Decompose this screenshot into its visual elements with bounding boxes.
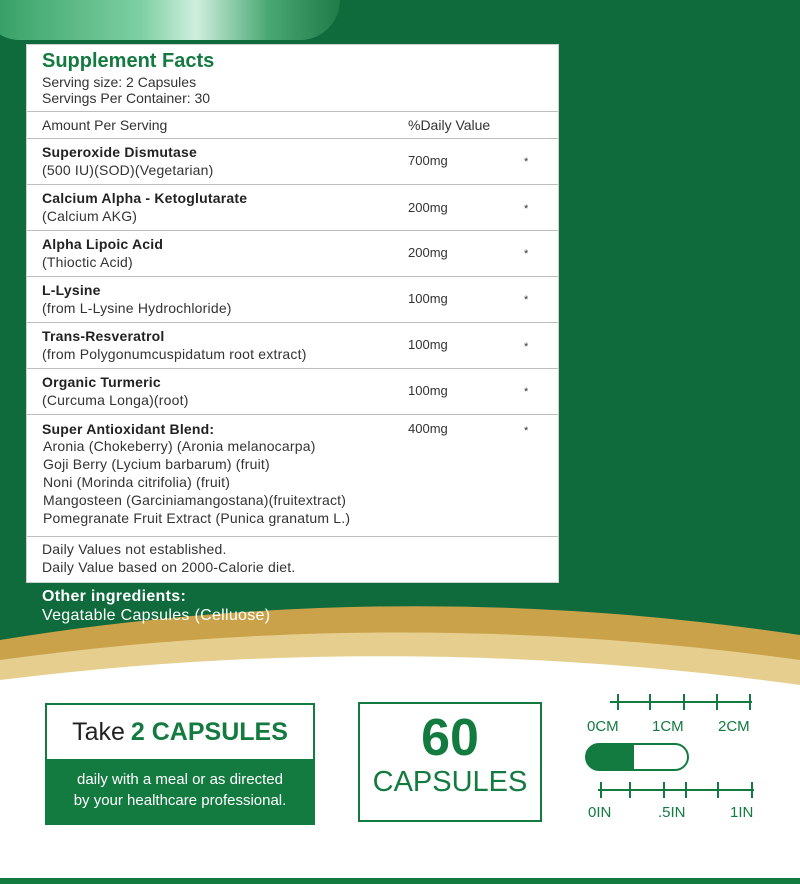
servings-per-container: Servings Per Container: 30 xyxy=(42,90,211,106)
blend-amount: 400mg xyxy=(408,421,448,436)
daily-value-mark: * xyxy=(524,294,529,306)
ingredient-name: Superoxide Dismutase xyxy=(42,144,197,160)
ingredient-amount: 100mg xyxy=(408,291,448,306)
divider xyxy=(27,322,558,323)
ingredient-name: Trans-Resveratrol xyxy=(42,328,165,344)
bottle-bottom-image xyxy=(0,0,340,40)
inch-label: 0IN xyxy=(588,804,612,821)
dosage-instructions xyxy=(47,759,313,823)
divider xyxy=(27,276,558,277)
daily-value-mark: * xyxy=(524,386,529,398)
daily-value-mark: * xyxy=(524,425,529,437)
blend-ingredient: Pomegranate Fruit Extract (Punica granatum L.) xyxy=(43,510,351,526)
ingredient-name: Calcium Alpha - Ketoglutarate xyxy=(42,190,248,206)
capsule-count-number: 60 xyxy=(421,709,479,767)
ingredient-detail: (Curcuma Longa)(root) xyxy=(42,392,189,408)
capsule-count-box xyxy=(358,702,542,822)
blend-name: Super Antioxidant Blend: xyxy=(42,421,215,437)
capsule-size-ruler xyxy=(580,688,780,828)
divider xyxy=(27,184,558,185)
ingredient-name: Alpha Lipoic Acid xyxy=(42,236,164,252)
ingredient-detail: (Calcium AKG) xyxy=(42,208,138,224)
ingredient-detail: (from Polygonumcuspidatum root extract) xyxy=(42,346,307,362)
divider xyxy=(27,138,558,139)
daily-value-mark: * xyxy=(524,341,529,353)
dosage-line: daily with a meal or as directed xyxy=(77,771,283,788)
inch-label: .5IN xyxy=(658,804,686,821)
ingredient-detail: (Thioctic Acid) xyxy=(42,254,133,270)
dosage-headline xyxy=(47,705,313,759)
dosage-line: by your healthcare professional. xyxy=(73,792,287,809)
other-ingredients-heading: Other ingredients: xyxy=(42,588,187,605)
facts-title: Supplement Facts xyxy=(42,50,215,72)
divider xyxy=(27,230,558,231)
inch-label: 1IN xyxy=(730,804,754,821)
divider xyxy=(27,111,558,112)
ingredient-name: L-Lysine xyxy=(42,282,101,298)
bottom-accent-bar xyxy=(0,878,800,884)
blend-ingredient: Noni (Morinda citrifolia) (fruit) xyxy=(43,474,231,490)
divider xyxy=(27,536,558,537)
footnote: Daily Value based on 2000-Calorie diet. xyxy=(42,559,296,575)
inch-scale xyxy=(588,782,754,821)
dosage-prefix: Take xyxy=(72,717,125,746)
dosage-box xyxy=(45,703,315,825)
ingredient-amount: 100mg xyxy=(408,337,448,352)
ingredient-amount: 200mg xyxy=(408,200,448,215)
daily-value-mark: * xyxy=(524,248,529,260)
capsule-icon xyxy=(586,744,688,770)
ingredient-detail: (500 IU)(SOD)(Vegetarian) xyxy=(42,162,214,178)
header-amount: Amount Per Serving xyxy=(42,117,168,133)
cm-scale xyxy=(587,694,752,735)
other-ingredients-value: Vegatable Capsules (Celluose) xyxy=(42,607,271,624)
cm-label: 1CM xyxy=(652,718,684,735)
supplement-facts-panel xyxy=(26,44,559,583)
cm-label: 2CM xyxy=(718,718,750,735)
ingredient-amount: 200mg xyxy=(408,245,448,260)
dosage-count: 2 CAPSULES xyxy=(130,717,288,746)
daily-value-mark: * xyxy=(524,156,529,168)
capsule-count-label: CAPSULES xyxy=(372,766,528,798)
serving-size: Serving size: 2 Capsules xyxy=(42,74,197,90)
header-daily-value: %Daily Value xyxy=(408,117,491,133)
divider xyxy=(27,368,558,369)
ingredient-name: Organic Turmeric xyxy=(42,374,161,390)
ingredient-amount: 100mg xyxy=(408,383,448,398)
ingredient-amount: 700mg xyxy=(408,153,448,168)
ingredient-detail: (from L-Lysine Hydrochloride) xyxy=(42,300,232,316)
blend-ingredient: Aronia (Chokeberry) (Aronia melanocarpa) xyxy=(43,438,316,454)
cm-label: 0CM xyxy=(587,718,619,735)
footnote: Daily Values not established. xyxy=(42,541,227,557)
blend-ingredient: Goji Berry (Lycium barbarum) (fruit) xyxy=(43,456,270,472)
divider xyxy=(27,414,558,415)
daily-value-mark: * xyxy=(524,203,529,215)
blend-ingredient: Mangosteen (Garciniamangostana)(fruitextract) xyxy=(43,492,347,508)
